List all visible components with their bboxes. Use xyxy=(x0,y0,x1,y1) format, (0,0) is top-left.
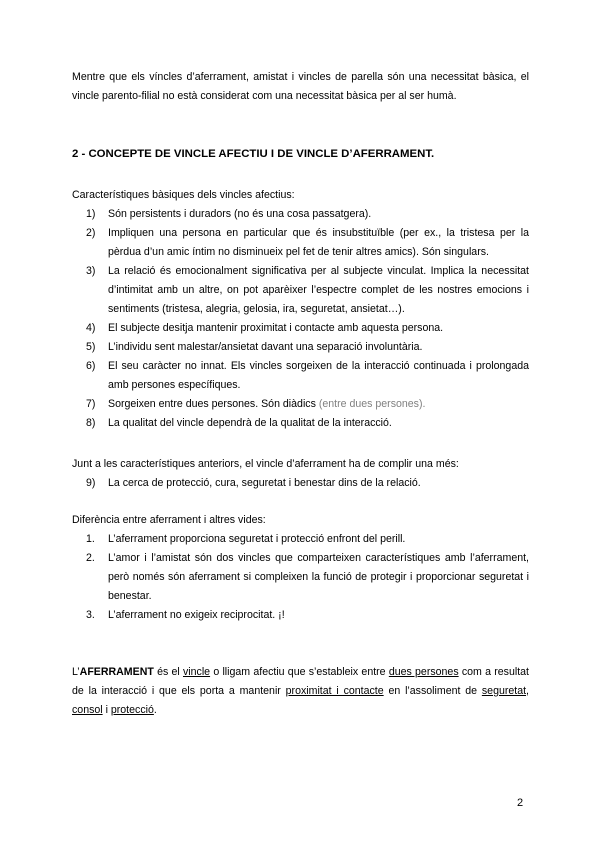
list-item: 1) Són persistents i duradors (no és una cosa passatgera). xyxy=(86,208,372,220)
attachment-requirement-intro: Junt a les característiques anteriors, el vincle d’aferrament ha de complir una més: xyxy=(72,458,459,470)
list-item: 8) La qualitat del vincle dependrà de la qualitat de la interacció. xyxy=(86,417,392,429)
list-item: 7) Sorgeixen entre dues persones. Són diàdics (entre dues persones). xyxy=(86,398,426,410)
underlined-term: dues persones xyxy=(388,666,459,678)
underlined-term: protecció xyxy=(110,704,154,716)
differences-list xyxy=(72,530,529,625)
characteristics-list xyxy=(72,205,529,433)
differences-intro: Diferència entre aferrament i altres vides: xyxy=(72,514,266,526)
definition-paragraph: L’AFERRAMENT és el vincle o lligam afectiu que s’estableix entre dues persones com a resultat de la interacció i que els porta a mantenir proximitat i contacte en l’assoliment de seguretat, consol i protecció. xyxy=(72,666,529,716)
underlined-term: seguretat xyxy=(481,685,527,697)
list-item: 1. L’aferrament proporciona seguretat i protecció enfront del perill. xyxy=(86,533,406,545)
list-item: 5) L’individu sent malestar/ansietat davant una separació involuntària. xyxy=(86,341,423,353)
list-item: 9) La cerca de protecció, cura, seguretat i benestar dins de la relació. xyxy=(86,477,421,489)
list-item: 6) El seu caràcter no innat. Els vincles sorgeixen de la interacció continuada i prolongada amb persones específiques. xyxy=(86,360,529,391)
list-item: 2. L’amor i l’amistat són dos vincles que comparteixen característiques amb l’aferrament, però només són aferrament si compleixen la funció de protegir i proporcionar seguretat i benestar. xyxy=(86,552,529,602)
grey-note: (entre dues persones). xyxy=(318,398,426,410)
characteristics-intro: Característiques bàsiques dels vincles afectius: xyxy=(72,189,295,201)
underlined-term: proximitat i contacte xyxy=(285,685,384,697)
underlined-term: consol xyxy=(72,704,103,716)
underlined-term: vincle xyxy=(182,666,211,678)
term-aferrament: AFERRAMENT xyxy=(79,666,154,678)
intro-paragraph: Mentre que els víncles d’aferrament, amistat i vincles de parella són una necessitat bàsica, el vincle parento-filial no està considerat com una necessitat bàsica per al ser humà. xyxy=(72,71,529,102)
section-heading: 2 - CONCEPTE DE VINCLE AFECTIU I DE VINCLE D’AFERRAMENT. xyxy=(72,148,435,160)
page-number: 2 xyxy=(517,797,524,809)
list-item: 2) Impliquen una persona en particular que és insubstituïble (per ex., la tristesa per la pèrdua d’un amic íntim no disminueix pel fet de tenir altres amics). Són singulars. xyxy=(86,227,529,258)
list-item: 3. L’aferrament no exigeix reciprocitat. ¡! xyxy=(86,609,285,621)
list-item: 3) La relació és emocionalment significativa per al subjecte vinculat. Implica la necessitat d’intimitat amb un altre, on pot aparèixer l’espectre complet de les nostres emocions i sentiments (tristesa, alegria, gelosia, ira, seguretat, ansietat…). xyxy=(86,265,529,315)
attachment-requirement-list xyxy=(72,474,529,493)
list-item: 4) El subjecte desitja mantenir proximitat i contacte amb aquesta persona. xyxy=(86,322,444,334)
